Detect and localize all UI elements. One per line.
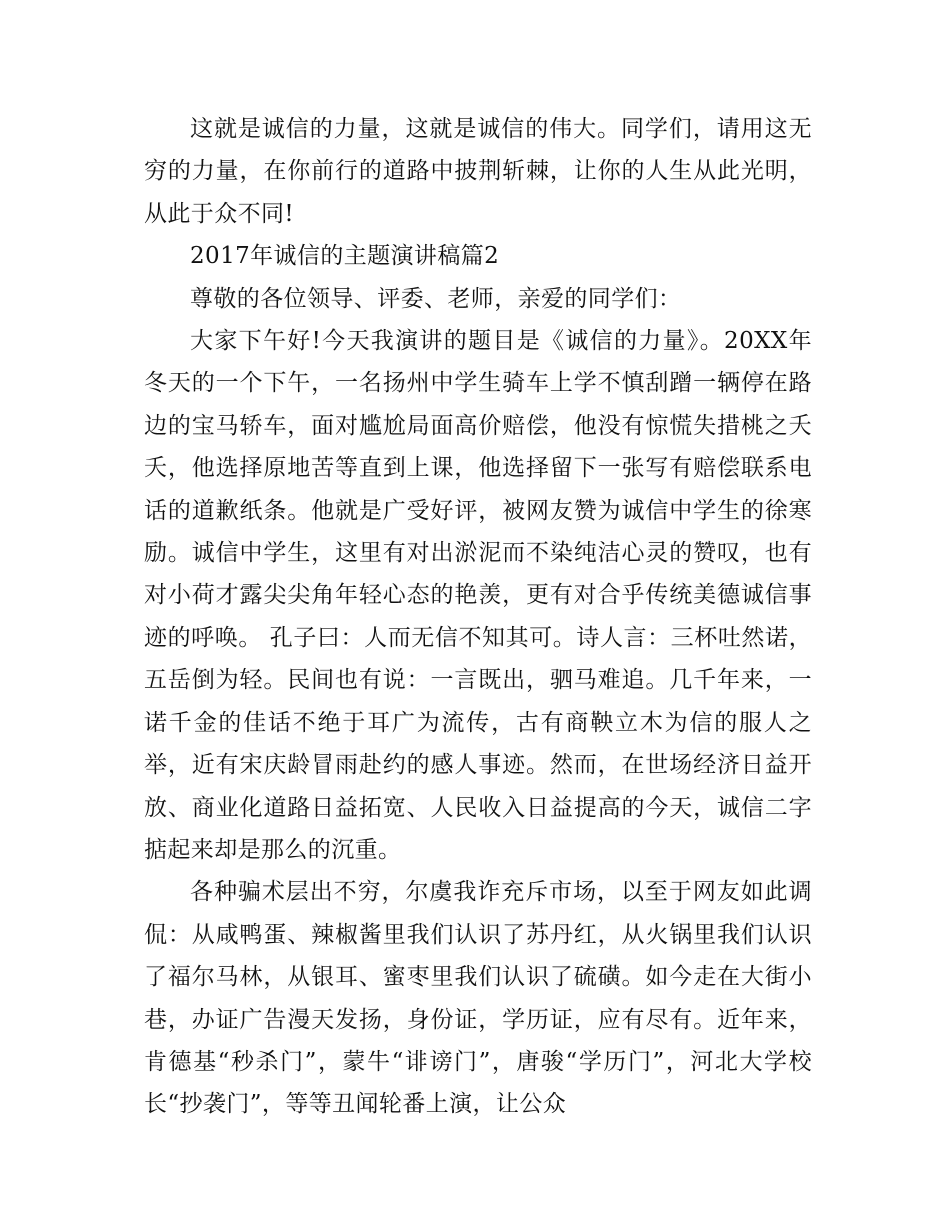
salutation: 尊敬的各位领导、评委、老师，亲爱的同学们： xyxy=(190,285,682,312)
paragraph-conclusion: 这就是诚信的力量，这就是诚信的伟大。同学们，请用这无穷的力量，在你前行的道路中披荆斩棘，让你的人生从此光明，从此于众不同! xyxy=(144,116,812,227)
section-heading: 2017年诚信的主题演讲稿篇2 xyxy=(190,243,500,270)
paragraph-examples: 各种骗术层出不穷，尔虞我诈充斥市场，以至于网友如此调侃：从咸鸭蛋、辣椒酱里我们认识了苏丹红，从火锅里我们认识了福尔马林，从银耳、蜜枣里我们认识了硫磺。如今走在大街小巷，办证广告漫天发扬，身份证，学历证，应有尽有。近年来，肯德基“秒杀门”，蒙牛“诽谤门”，唐骏“学历门”，河北大学校长“抄袭门”，等等丑闻轮番上演，让公众 xyxy=(144,879,812,1118)
document-body xyxy=(144,108,812,1126)
paragraph-introduction: 大家下午好!今天我演讲的题目是《诚信的力量》。20XX年冬天的一个下午，一名扬州中学生骑车上学不慎刮蹭一辆停在路边的宝马轿车，面对尴尬局面高价赔偿，他没有惊慌失措桃之夭夭，他选择原地苦等直到上课，他选择留下一张写有赔偿联系电话的道歉纸条。他就是广受好评，被网友赞为诚信中学生的徐寒励。诚信中学生，这里有对出淤泥而不染纯洁心灵的赞叹，也有对小荷才露尖尖角年轻心态的艳羡，更有对合乎传统美德诚信事迹的呼唤。 孔子曰：人而无信不知其可。诗人言：三杯吐然诺，五岳倒为轻。民间也有说：一言既出，驷马难追。几千年来，一诺千金的佳话不绝于耳广为流传，古有商鞅立木为信的服人之举，近有宋庆龄冒雨赴约的感人事迹。然而，在世场经济日益开放、商业化道路日益拓宽、人民收入日益提高的今天，诚信二字掂起来却是那么的沉重。 xyxy=(144,328,812,863)
